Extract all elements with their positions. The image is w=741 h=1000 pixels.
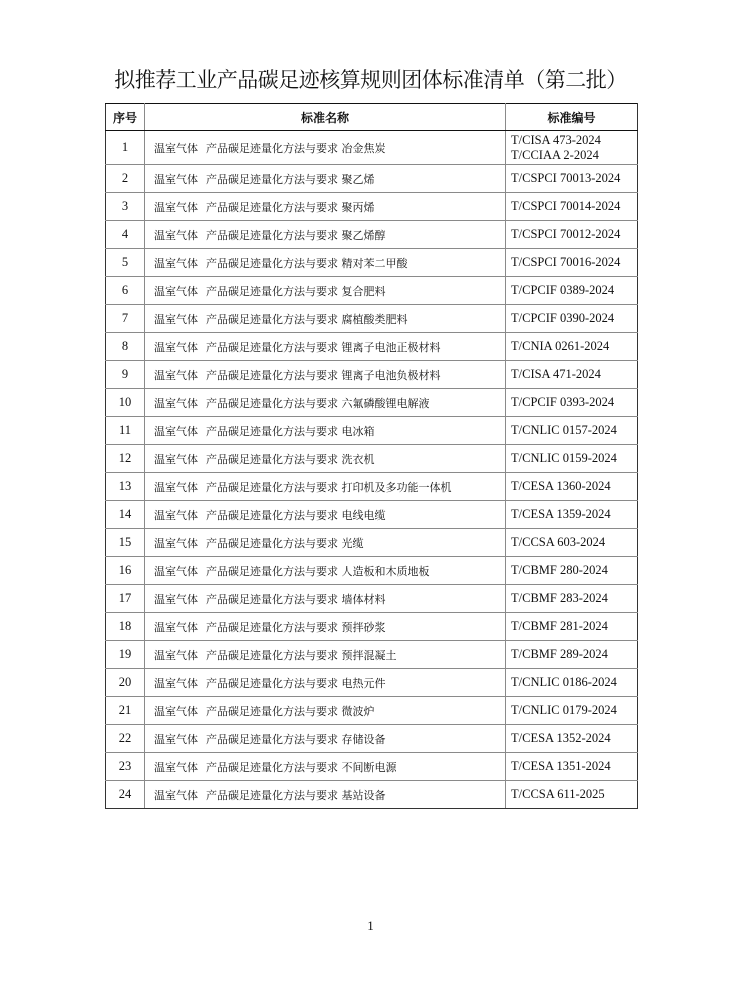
standard-name-prefix: 温室气体 bbox=[154, 284, 198, 298]
table-row bbox=[106, 585, 638, 613]
standard-name-prefix: 温室气体 bbox=[154, 508, 198, 522]
standard-code-cell bbox=[506, 725, 638, 753]
standard-code: T/CCIAA 2-2024 bbox=[511, 147, 599, 162]
standard-name: 产品碳足迹量化方法与要求 预拌砂浆 bbox=[206, 620, 386, 634]
table-row bbox=[106, 389, 638, 417]
standard-code: T/CNIA 0261-2024 bbox=[511, 339, 610, 353]
standard-code: T/CESA 1352-2024 bbox=[511, 731, 611, 745]
standard-name-cell bbox=[145, 445, 506, 473]
header-code: 标准编号 bbox=[506, 104, 638, 131]
row-number: 9 bbox=[106, 361, 145, 389]
table-row bbox=[106, 473, 638, 501]
standard-name-cell bbox=[145, 613, 506, 641]
standard-name-prefix: 温室气体 bbox=[154, 760, 198, 774]
standard-name-prefix: 温室气体 bbox=[154, 368, 198, 382]
standard-name: 产品碳足迹量化方法与要求 聚丙烯 bbox=[206, 200, 375, 214]
standard-name-prefix: 温室气体 bbox=[154, 312, 198, 326]
standard-code-cell bbox=[506, 305, 638, 333]
standard-name-prefix: 温室气体 bbox=[154, 480, 198, 494]
standard-name: 产品碳足迹量化方法与要求 聚乙烯 bbox=[206, 172, 375, 186]
standard-name-cell bbox=[145, 473, 506, 501]
standard-name-cell bbox=[145, 501, 506, 529]
standard-name-prefix: 温室气体 bbox=[154, 172, 198, 186]
standard-name-cell bbox=[145, 277, 506, 305]
standard-name: 产品碳足迹量化方法与要求 电热元件 bbox=[206, 676, 386, 690]
standard-code-cell bbox=[506, 193, 638, 221]
standard-code-cell bbox=[506, 669, 638, 697]
standard-code-cell bbox=[506, 417, 638, 445]
standard-code-cell bbox=[506, 249, 638, 277]
table-row bbox=[106, 249, 638, 277]
standard-code-cell bbox=[506, 641, 638, 669]
standard-name-prefix: 温室气体 bbox=[154, 424, 198, 438]
standard-name-cell bbox=[145, 389, 506, 417]
standard-name-prefix: 温室气体 bbox=[154, 141, 198, 155]
standard-name-cell bbox=[145, 417, 506, 445]
row-number: 1 bbox=[106, 131, 145, 165]
standard-name-cell bbox=[145, 641, 506, 669]
row-number: 11 bbox=[106, 417, 145, 445]
standard-code-cell bbox=[506, 697, 638, 725]
standard-code-cell bbox=[506, 445, 638, 473]
row-number: 19 bbox=[106, 641, 145, 669]
standard-name-cell bbox=[145, 781, 506, 809]
standard-name-prefix: 温室气体 bbox=[154, 788, 198, 802]
row-number: 20 bbox=[106, 669, 145, 697]
standard-name-cell bbox=[145, 221, 506, 249]
standard-name-prefix: 温室气体 bbox=[154, 200, 198, 214]
standard-code: T/CNLIC 0179-2024 bbox=[511, 703, 617, 717]
row-number: 22 bbox=[106, 725, 145, 753]
page-title: 拟推荐工业产品碳足迹核算规则团体标准清单（第二批） bbox=[114, 68, 627, 92]
standard-name-cell bbox=[145, 725, 506, 753]
standard-name: 产品碳足迹量化方法与要求 腐植酸类肥料 bbox=[206, 312, 408, 326]
row-number: 12 bbox=[106, 445, 145, 473]
standard-name-prefix: 温室气体 bbox=[154, 452, 198, 466]
standard-code-cell bbox=[506, 361, 638, 389]
standard-name-cell bbox=[145, 669, 506, 697]
row-number: 3 bbox=[106, 193, 145, 221]
standard-code: T/CBMF 289-2024 bbox=[511, 647, 608, 661]
table-row bbox=[106, 669, 638, 697]
standard-name: 产品碳足迹量化方法与要求 精对苯二甲酸 bbox=[206, 256, 408, 270]
standard-code-cell bbox=[506, 585, 638, 613]
standard-code: T/CESA 1351-2024 bbox=[511, 759, 611, 773]
standard-name: 产品碳足迹量化方法与要求 人造板和木质地板 bbox=[206, 564, 430, 578]
row-number: 8 bbox=[106, 333, 145, 361]
table-row bbox=[106, 781, 638, 809]
row-number: 18 bbox=[106, 613, 145, 641]
standard-code: T/CNLIC 0186-2024 bbox=[511, 675, 617, 689]
standard-name: 产品碳足迹量化方法与要求 电冰箱 bbox=[206, 424, 375, 438]
standard-code-cell bbox=[506, 277, 638, 305]
standard-name-prefix: 温室气体 bbox=[154, 592, 198, 606]
standard-name: 产品碳足迹量化方法与要求 洗衣机 bbox=[206, 452, 375, 466]
standard-name: 产品碳足迹量化方法与要求 锂离子电池负极材料 bbox=[206, 368, 441, 382]
standard-name-cell bbox=[145, 529, 506, 557]
standard-code-cell bbox=[506, 613, 638, 641]
standard-name-cell bbox=[145, 361, 506, 389]
table-header-row bbox=[106, 104, 638, 131]
table-row bbox=[106, 725, 638, 753]
standard-code: T/CBMF 283-2024 bbox=[511, 591, 608, 605]
standard-code: T/CPCIF 0390-2024 bbox=[511, 311, 615, 325]
table-row bbox=[106, 753, 638, 781]
row-number: 13 bbox=[106, 473, 145, 501]
row-number: 10 bbox=[106, 389, 145, 417]
table-row bbox=[106, 165, 638, 193]
standard-name-prefix: 温室气体 bbox=[154, 676, 198, 690]
table-row bbox=[106, 697, 638, 725]
standard-name-prefix: 温室气体 bbox=[154, 256, 198, 270]
standard-name: 产品碳足迹量化方法与要求 打印机及多功能一体机 bbox=[206, 480, 452, 494]
standard-code-cell bbox=[506, 557, 638, 585]
standard-code: T/CISA 473-2024 bbox=[511, 132, 601, 147]
row-number: 15 bbox=[106, 529, 145, 557]
standard-code-cell bbox=[506, 131, 638, 165]
table-row bbox=[106, 557, 638, 585]
header-no: 序号 bbox=[106, 104, 145, 131]
standard-name: 产品碳足迹量化方法与要求 不间断电源 bbox=[206, 760, 397, 774]
standard-name-cell bbox=[145, 753, 506, 781]
standard-code-cell bbox=[506, 753, 638, 781]
page-number: 1 bbox=[367, 918, 374, 933]
row-number: 5 bbox=[106, 249, 145, 277]
table-row bbox=[106, 641, 638, 669]
standard-code: T/CESA 1360-2024 bbox=[511, 479, 611, 493]
row-number: 14 bbox=[106, 501, 145, 529]
standard-name: 产品碳足迹量化方法与要求 电线电缆 bbox=[206, 508, 386, 522]
row-number: 16 bbox=[106, 557, 145, 585]
table-row bbox=[106, 361, 638, 389]
standard-code: T/CNLIC 0159-2024 bbox=[511, 451, 617, 465]
standard-code: T/CNLIC 0157-2024 bbox=[511, 423, 617, 437]
standard-name-cell bbox=[145, 249, 506, 277]
standard-name-prefix: 温室气体 bbox=[154, 648, 198, 662]
standard-code-cell bbox=[506, 529, 638, 557]
standard-code: T/CESA 1359-2024 bbox=[511, 507, 611, 521]
standard-name-prefix: 温室气体 bbox=[154, 564, 198, 578]
standard-name: 产品碳足迹量化方法与要求 复合肥料 bbox=[206, 284, 386, 298]
standard-code-cell bbox=[506, 473, 638, 501]
standard-code-cell bbox=[506, 165, 638, 193]
standard-name: 产品碳足迹量化方法与要求 微波炉 bbox=[206, 704, 375, 718]
table-row bbox=[106, 529, 638, 557]
row-number: 7 bbox=[106, 305, 145, 333]
row-number: 23 bbox=[106, 753, 145, 781]
standard-name-cell bbox=[145, 193, 506, 221]
row-number: 24 bbox=[106, 781, 145, 809]
standard-name-cell bbox=[145, 697, 506, 725]
table-row bbox=[106, 445, 638, 473]
standards-table bbox=[105, 103, 638, 809]
row-number: 2 bbox=[106, 165, 145, 193]
standard-name-prefix: 温室气体 bbox=[154, 536, 198, 550]
standard-code: T/CPCIF 0389-2024 bbox=[511, 283, 615, 297]
standard-code-cell bbox=[506, 333, 638, 361]
standard-name-prefix: 温室气体 bbox=[154, 704, 198, 718]
standard-name-prefix: 温室气体 bbox=[154, 732, 198, 746]
table-row bbox=[106, 333, 638, 361]
standard-code: T/CBMF 281-2024 bbox=[511, 619, 608, 633]
standard-code: T/CBMF 280-2024 bbox=[511, 563, 608, 577]
standard-name-cell bbox=[145, 165, 506, 193]
standard-name: 产品碳足迹量化方法与要求 存储设备 bbox=[206, 732, 386, 746]
row-number: 17 bbox=[106, 585, 145, 613]
standard-name-cell bbox=[145, 131, 506, 165]
standard-name-prefix: 温室气体 bbox=[154, 396, 198, 410]
standard-name-prefix: 温室气体 bbox=[154, 228, 198, 242]
standard-code: T/CCSA 603-2024 bbox=[511, 535, 606, 549]
standard-name: 产品碳足迹量化方法与要求 六氟磷酸锂电解液 bbox=[206, 396, 430, 410]
standard-code: T/CSPCI 70016-2024 bbox=[511, 255, 621, 269]
standard-name: 产品碳足迹量化方法与要求 锂离子电池正极材料 bbox=[206, 340, 441, 354]
standard-code: T/CISA 471-2024 bbox=[511, 367, 601, 381]
standard-code: T/CSPCI 70012-2024 bbox=[511, 227, 621, 241]
standard-code: T/CSPCI 70013-2024 bbox=[511, 171, 621, 185]
standard-code-cell bbox=[506, 389, 638, 417]
standard-name-cell bbox=[145, 585, 506, 613]
standard-name-cell bbox=[145, 333, 506, 361]
row-number: 21 bbox=[106, 697, 145, 725]
table-row bbox=[106, 277, 638, 305]
standard-code: T/CSPCI 70014-2024 bbox=[511, 199, 621, 213]
standard-code-cell bbox=[506, 221, 638, 249]
standard-name: 产品碳足迹量化方法与要求 预拌混凝土 bbox=[206, 648, 397, 662]
table-row bbox=[106, 501, 638, 529]
row-number: 4 bbox=[106, 221, 145, 249]
header-name: 标准名称 bbox=[145, 104, 506, 131]
table-row bbox=[106, 221, 638, 249]
table-row bbox=[106, 305, 638, 333]
standard-name: 产品碳足迹量化方法与要求 基站设备 bbox=[206, 788, 386, 802]
row-number: 6 bbox=[106, 277, 145, 305]
table-row bbox=[106, 193, 638, 221]
standard-code: T/CCSA 611-2025 bbox=[511, 787, 605, 801]
table-row bbox=[106, 417, 638, 445]
table-row bbox=[106, 131, 638, 165]
standard-name-prefix: 温室气体 bbox=[154, 620, 198, 634]
standard-code-cell bbox=[506, 501, 638, 529]
standard-name: 产品碳足迹量化方法与要求 墙体材料 bbox=[206, 592, 386, 606]
standard-code: T/CPCIF 0393-2024 bbox=[511, 395, 615, 409]
standard-name: 产品碳足迹量化方法与要求 光缆 bbox=[206, 536, 364, 550]
standard-code-cell bbox=[506, 781, 638, 809]
standard-name-cell bbox=[145, 557, 506, 585]
table-row bbox=[106, 613, 638, 641]
table-body bbox=[106, 131, 638, 809]
standard-name-prefix: 温室气体 bbox=[154, 340, 198, 354]
standard-name: 产品碳足迹量化方法与要求 冶金焦炭 bbox=[206, 141, 386, 155]
standard-name-cell bbox=[145, 305, 506, 333]
standard-name: 产品碳足迹量化方法与要求 聚乙烯醇 bbox=[206, 228, 386, 242]
